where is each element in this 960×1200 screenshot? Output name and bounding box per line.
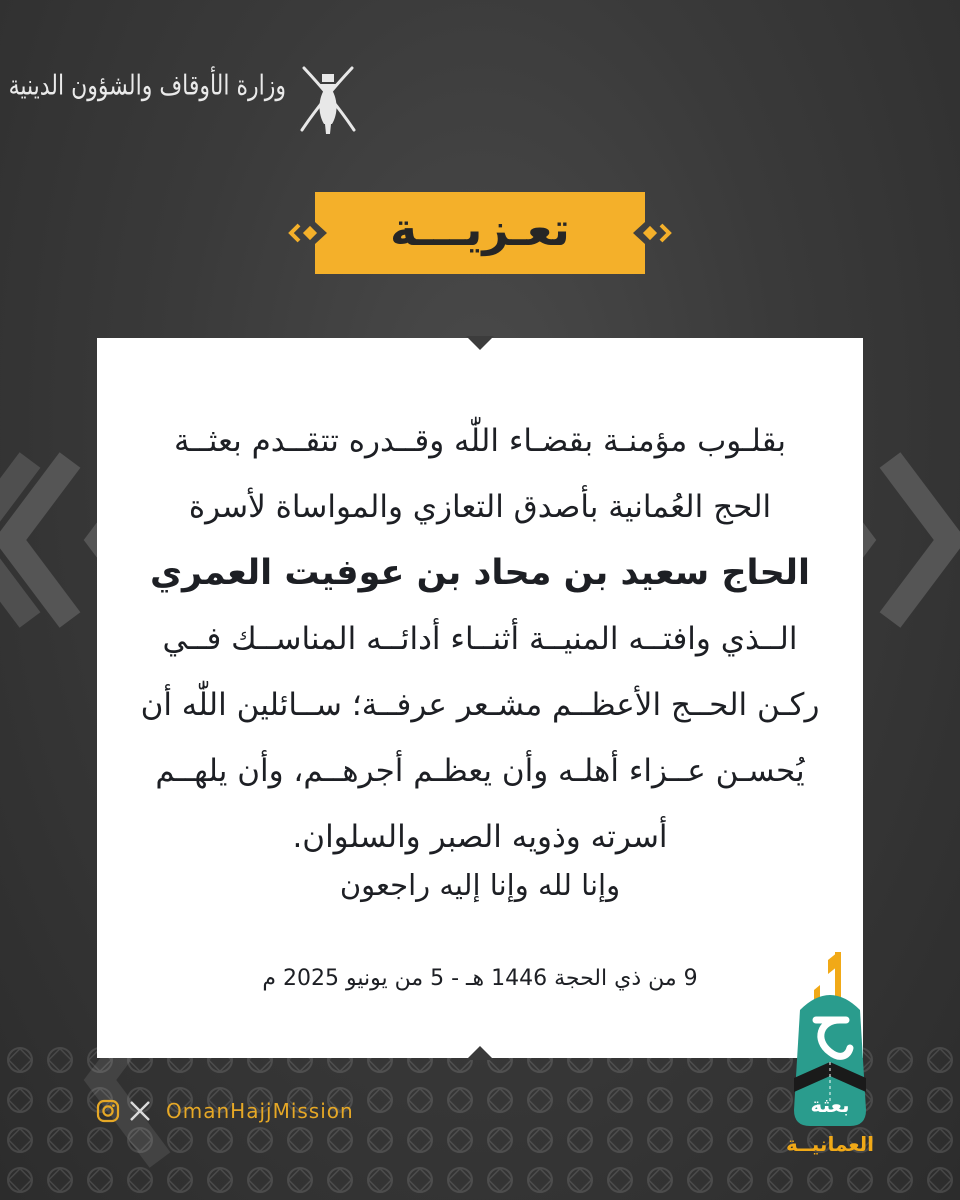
social-links bbox=[96, 1096, 354, 1126]
card-notch-top bbox=[466, 336, 494, 352]
ribbon-deco-right-icon bbox=[635, 217, 675, 249]
closing-verse: وإنا لله وإنا إليه راجعون bbox=[339, 868, 621, 902]
oman-emblem-icon bbox=[292, 60, 364, 140]
hajj-mission-logo bbox=[780, 950, 880, 1165]
title: تعـزيـــة bbox=[390, 202, 570, 256]
mission-word-2: العمانيــة bbox=[785, 1132, 875, 1156]
card-notch-bottom bbox=[466, 1044, 494, 1060]
ministry-name: وزارة الأوقاف والشؤون الدينية bbox=[8, 70, 286, 103]
date-line: 9 من ذي الحجة 1446 هـ - 5 من يونيو 2025 م bbox=[262, 966, 698, 991]
mission-word-1: بعثة bbox=[810, 1093, 850, 1117]
text-line: يُحسـن عــزاء أهلـه وأن يعظـم أجرهــم، وأن يلهــم bbox=[155, 753, 805, 789]
ribbon-deco-left-icon bbox=[285, 217, 325, 249]
ministry-logo bbox=[8, 60, 364, 140]
text-line: أسرته وذويه الصبر والسلوان. bbox=[292, 819, 668, 855]
text-line: بقلـوب مؤمنـة بقضـاء اللّٰه وقــدره تتقــدم بعثــة bbox=[174, 423, 786, 459]
social-handle[interactable]: OmanHajjMission bbox=[166, 1099, 354, 1123]
condolence-text bbox=[137, 408, 823, 870]
title-ribbon bbox=[315, 192, 645, 274]
text-line: الحج العُمانية بأصدق التعازي والمواساة لأسرة bbox=[188, 489, 772, 525]
text-line: ركـن الحــج الأعظــم مشـعر عرفــة؛ ســائلين اللّٰه أن bbox=[140, 687, 820, 723]
deceased-name: الحاج سعيد بن محاد بن عوفيت العمري bbox=[149, 553, 811, 593]
instagram-icon[interactable] bbox=[96, 1099, 120, 1123]
x-icon[interactable] bbox=[128, 1099, 152, 1123]
text-line: الــذي وافتــه المنيــة أثنــاء أدائــه المناســك فــي bbox=[162, 621, 798, 657]
condolence-card bbox=[97, 338, 863, 1058]
